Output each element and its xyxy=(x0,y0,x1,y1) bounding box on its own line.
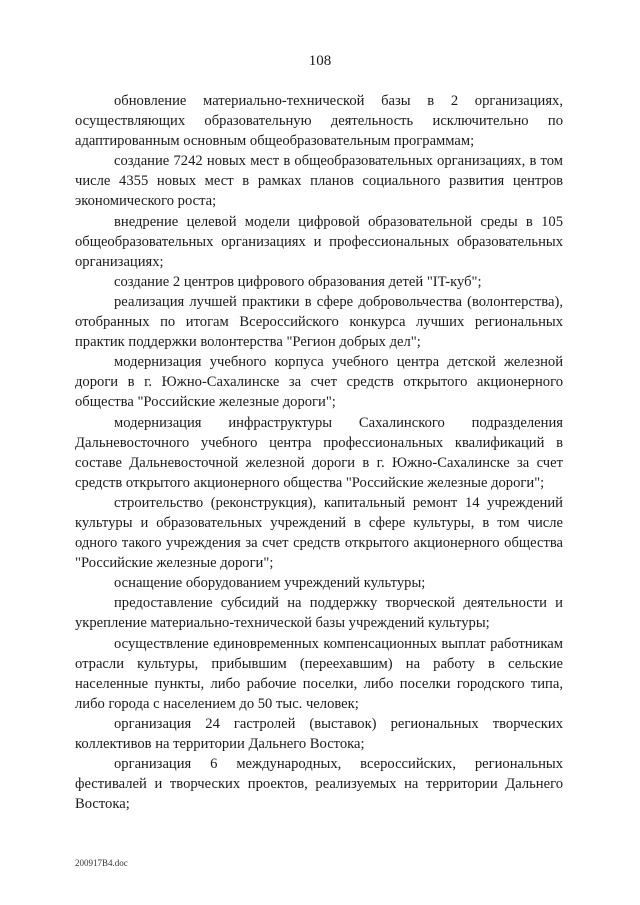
paragraph: реализация лучшей практики в сфере добровольчества (волонтерства), отобранных по итогам Всероссийского конкурса лучших региональных практик поддержки волонтерства "Регион добрых дел"; xyxy=(75,293,563,351)
page-number: 108 xyxy=(308,53,332,69)
paragraph: внедрение целевой модели цифровой образовательной среды в 105 общеобразовательных организациях и профессиональных образовательных организациях; xyxy=(75,213,563,270)
paragraph: оснащение оборудованием учреждений культуры; xyxy=(114,575,426,592)
paragraph: организация 6 международных, всероссийских, региональных фестивалей и творческих проектов, реализуемых на территории Дальнего Востока; xyxy=(75,756,563,813)
paragraph: осуществление единовременных компенсационных выплат работникам отрасли культуры, прибывшим (переехавшим) на работу в сельские населенные пункты, либо рабочие поселки, либо поселки городского типа, либо города с населением до 50 тыс. человек; xyxy=(75,635,563,712)
paragraph: организация 24 гастролей (выставок) региональных творческих коллективов на территории Дальнего Востока; xyxy=(75,715,563,752)
paragraph: строительство (реконструкция), капитальный ремонт 14 учреждений культуры и образовательных учреждений в сфере культуры, в том числе одного такого учреждения за счет средств открытого акционерного общества "Российские железные дороги"; xyxy=(75,494,563,572)
paragraph: модернизация инфраструктуры Сахалинского подразделения Дальневосточного учебного центра профессиональных квалификаций в составе Дальневосточной железной дороги в г. Южно-Сахалинске за счет средств открытого акционерного общества "Российские железные дороги"; xyxy=(75,414,563,491)
document-body xyxy=(75,91,563,814)
paragraph: создание 2 центров цифрового образования детей "IT-куб"; xyxy=(114,273,482,290)
paragraph: создание 7242 новых мест в общеобразовательных организациях, в том числе 4355 новых мест в рамках планов социального развития центров экономического роста; xyxy=(75,153,563,210)
document-filename-footer: 200917В4.doc xyxy=(75,858,128,868)
paragraph: обновление материально-технической базы в 2 организациях, осуществляющих образовательную деятельность исключительно по адаптированным основным общеобразовательным программам; xyxy=(75,93,563,150)
paragraph: модернизация учебного корпуса учебного центра детской железной дороги в г. Южно-Сахалинске за счет средств открытого акционерного общества "Российские железные дороги"; xyxy=(75,354,563,411)
paragraph: предоставление субсидий на поддержку творческой деятельности и укрепление материально-технической базы учреждений культуры; xyxy=(75,595,563,632)
